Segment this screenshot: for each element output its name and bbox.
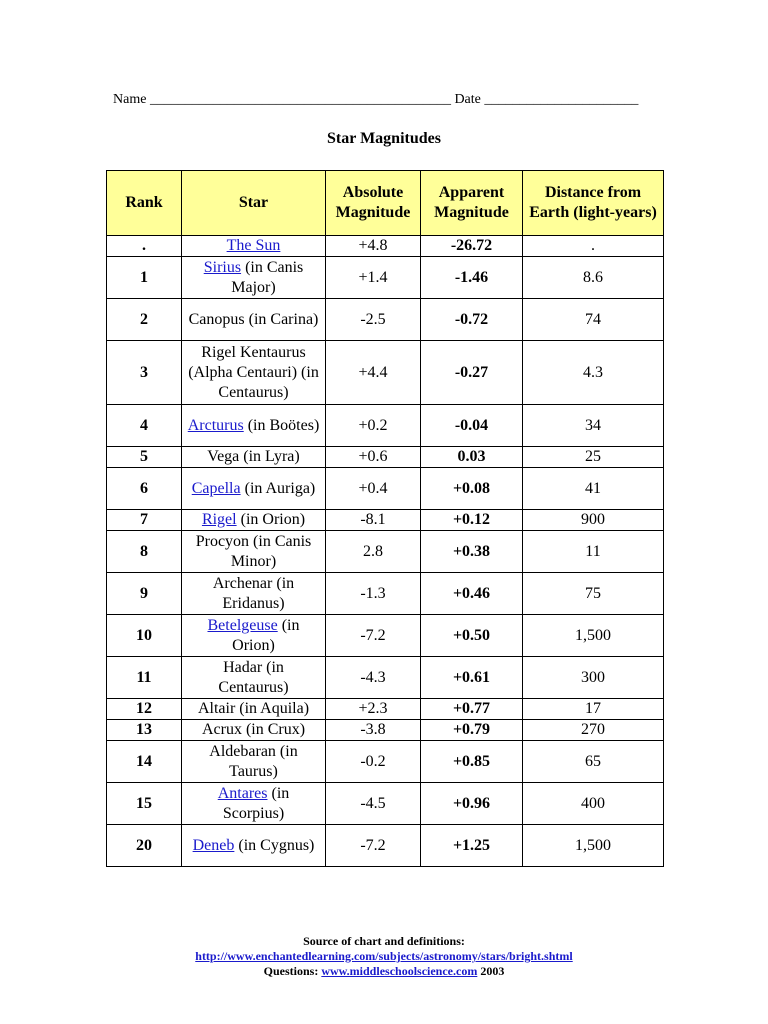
absolute-magnitude-cell: +4.8 <box>326 236 421 257</box>
questions-label: Questions: <box>263 964 322 978</box>
footer <box>0 934 768 979</box>
rank-cell: 6 <box>107 468 182 510</box>
star-text: Vega (in Lyra) <box>207 448 300 465</box>
column-header-apparent-magnitude: Apparent Magnitude <box>421 171 523 236</box>
star-cell <box>182 615 326 657</box>
star-text: Aldebaran (in Taurus) <box>209 742 298 780</box>
star-cell <box>182 531 326 573</box>
source-link[interactable]: http://www.enchantedlearning.com/subjects/astronomy/stars/bright.shtml <box>195 949 573 963</box>
apparent-magnitude-cell: +0.96 <box>421 783 523 825</box>
star-cell <box>182 657 326 699</box>
table-row <box>107 741 664 783</box>
star-cell <box>182 468 326 510</box>
star-text: Rigel Kentaurus (Alpha Centauri) (in Centaurus) <box>188 343 319 401</box>
apparent-magnitude-cell: +0.61 <box>421 657 523 699</box>
apparent-magnitude-cell: +0.85 <box>421 741 523 783</box>
star-text: Hadar (in Centaurus) <box>218 658 289 696</box>
rank-cell: 3 <box>107 341 182 405</box>
table-row <box>107 699 664 720</box>
rank-cell: 1 <box>107 257 182 299</box>
absolute-magnitude-cell: +2.3 <box>326 699 421 720</box>
name-date-line <box>113 92 638 108</box>
table-row <box>107 615 664 657</box>
star-link[interactable]: The Sun <box>226 237 281 254</box>
star-cell <box>182 783 326 825</box>
footer-year: 2003 <box>477 964 505 978</box>
star-cell <box>182 236 326 257</box>
star-text: (in Canis Major) <box>231 258 304 296</box>
distance-cell: 4.3 <box>523 341 664 405</box>
table-header-row <box>107 171 664 236</box>
absolute-magnitude-cell: 2.8 <box>326 531 421 573</box>
star-cell <box>182 573 326 615</box>
distance-cell: 65 <box>523 741 664 783</box>
star-link[interactable]: Betelgeuse <box>207 616 278 634</box>
page-title: Star Magnitudes <box>327 130 441 147</box>
star-link[interactable]: Arcturus <box>187 416 244 434</box>
star-cell <box>182 825 326 867</box>
apparent-magnitude-cell: -0.27 <box>421 341 523 405</box>
rank-cell: 8 <box>107 531 182 573</box>
distance-cell: 17 <box>523 699 664 720</box>
date-label: Date <box>454 92 481 107</box>
column-header-distance: Distance from Earth (light-years) <box>523 171 664 236</box>
star-magnitudes-table <box>106 170 664 867</box>
distance-cell: 74 <box>523 299 664 341</box>
apparent-magnitude-cell: +0.08 <box>421 468 523 510</box>
table-row <box>107 573 664 615</box>
distance-cell: 11 <box>523 531 664 573</box>
absolute-magnitude-cell: -4.5 <box>326 783 421 825</box>
rank-cell: 13 <box>107 720 182 741</box>
table-body <box>107 236 664 867</box>
absolute-magnitude-cell: -4.3 <box>326 657 421 699</box>
absolute-magnitude-cell: -0.2 <box>326 741 421 783</box>
distance-cell: 75 <box>523 573 664 615</box>
distance-cell: 400 <box>523 783 664 825</box>
absolute-magnitude-cell: -8.1 <box>326 510 421 531</box>
table-row <box>107 257 664 299</box>
star-text: (in Auriga) <box>240 479 316 497</box>
absolute-magnitude-cell: +1.4 <box>326 257 421 299</box>
star-cell <box>182 510 326 531</box>
table-row <box>107 341 664 405</box>
distance-cell: 1,500 <box>523 615 664 657</box>
date-blank[interactable]: ______________________ <box>484 92 639 107</box>
star-text: Procyon (in Canis Minor) <box>195 532 312 570</box>
name-label: Name <box>113 92 147 107</box>
distance-cell: 900 <box>523 510 664 531</box>
star-cell <box>182 447 326 468</box>
distance-cell: 41 <box>523 468 664 510</box>
apparent-magnitude-cell: +0.77 <box>421 699 523 720</box>
table-row <box>107 657 664 699</box>
rank-cell: 15 <box>107 783 182 825</box>
rank-cell: 2 <box>107 299 182 341</box>
apparent-magnitude-cell: +0.38 <box>421 531 523 573</box>
star-text: Altair (in Aquila) <box>197 700 310 717</box>
rank-cell: 9 <box>107 573 182 615</box>
absolute-magnitude-cell: -2.5 <box>326 299 421 341</box>
apparent-magnitude-cell: +0.46 <box>421 573 523 615</box>
star-link[interactable]: Antares <box>217 784 268 802</box>
absolute-magnitude-cell: +0.6 <box>326 447 421 468</box>
apparent-magnitude-cell: +1.25 <box>421 825 523 867</box>
rank-cell: . <box>107 236 182 257</box>
table-row <box>107 236 664 257</box>
apparent-magnitude-cell: -0.72 <box>421 299 523 341</box>
star-text: Archenar (in Eridanus) <box>212 574 295 612</box>
column-header-star: Star <box>182 171 326 236</box>
apparent-magnitude-cell: +0.12 <box>421 510 523 531</box>
star-cell <box>182 699 326 720</box>
rank-cell: 12 <box>107 699 182 720</box>
star-text: Acrux (in Crux) <box>201 721 306 738</box>
star-link[interactable]: Sirius <box>203 258 242 276</box>
rank-cell: 14 <box>107 741 182 783</box>
column-header-absolute-magnitude: Absolute Magnitude <box>326 171 421 236</box>
name-blank[interactable]: ___________________________________________ <box>149 92 451 107</box>
distance-cell: 8.6 <box>523 257 664 299</box>
star-cell <box>182 720 326 741</box>
apparent-magnitude-cell: -26.72 <box>421 236 523 257</box>
rank-cell: 10 <box>107 615 182 657</box>
table-row <box>107 447 664 468</box>
questions-link[interactable]: www.middleschoolscience.com <box>321 964 478 978</box>
table-row <box>107 825 664 867</box>
star-link[interactable]: Deneb <box>192 836 235 854</box>
star-text: (in Boötes) <box>243 416 320 434</box>
absolute-magnitude-cell: -7.2 <box>326 825 421 867</box>
distance-cell: 270 <box>523 720 664 741</box>
table-row <box>107 510 664 531</box>
apparent-magnitude-cell: 0.03 <box>421 447 523 468</box>
star-text: Canopus (in Carina) <box>188 310 319 328</box>
table-row <box>107 299 664 341</box>
table-row <box>107 468 664 510</box>
star-cell <box>182 341 326 405</box>
distance-cell: 25 <box>523 447 664 468</box>
table-row <box>107 720 664 741</box>
rank-cell: 5 <box>107 447 182 468</box>
absolute-magnitude-cell: -1.3 <box>326 573 421 615</box>
column-header-rank: Rank <box>107 171 182 236</box>
apparent-magnitude-cell: -1.46 <box>421 257 523 299</box>
star-text: (in Orion) <box>236 511 306 528</box>
star-link[interactable]: Rigel <box>201 511 237 528</box>
rank-cell: 11 <box>107 657 182 699</box>
star-cell <box>182 257 326 299</box>
absolute-magnitude-cell: -7.2 <box>326 615 421 657</box>
apparent-magnitude-cell: +0.79 <box>421 720 523 741</box>
absolute-magnitude-cell: +4.4 <box>326 341 421 405</box>
star-link[interactable]: Capella <box>191 479 241 497</box>
star-text: (in Cygnus) <box>234 836 315 854</box>
source-label: Source of chart and definitions: <box>303 934 465 948</box>
apparent-magnitude-cell: +0.50 <box>421 615 523 657</box>
rank-cell: 7 <box>107 510 182 531</box>
distance-cell: 34 <box>523 405 664 447</box>
rank-cell: 4 <box>107 405 182 447</box>
star-cell <box>182 299 326 341</box>
star-text: (in Orion) <box>232 616 300 654</box>
absolute-magnitude-cell: +0.4 <box>326 468 421 510</box>
absolute-magnitude-cell: -3.8 <box>326 720 421 741</box>
table-row <box>107 531 664 573</box>
distance-cell: 300 <box>523 657 664 699</box>
star-cell <box>182 741 326 783</box>
absolute-magnitude-cell: +0.2 <box>326 405 421 447</box>
star-text: (in Scorpius) <box>222 784 290 822</box>
table-row <box>107 783 664 825</box>
star-cell <box>182 405 326 447</box>
distance-cell: 1,500 <box>523 825 664 867</box>
distance-cell: . <box>523 236 664 257</box>
apparent-magnitude-cell: -0.04 <box>421 405 523 447</box>
rank-cell: 20 <box>107 825 182 867</box>
table-row <box>107 405 664 447</box>
